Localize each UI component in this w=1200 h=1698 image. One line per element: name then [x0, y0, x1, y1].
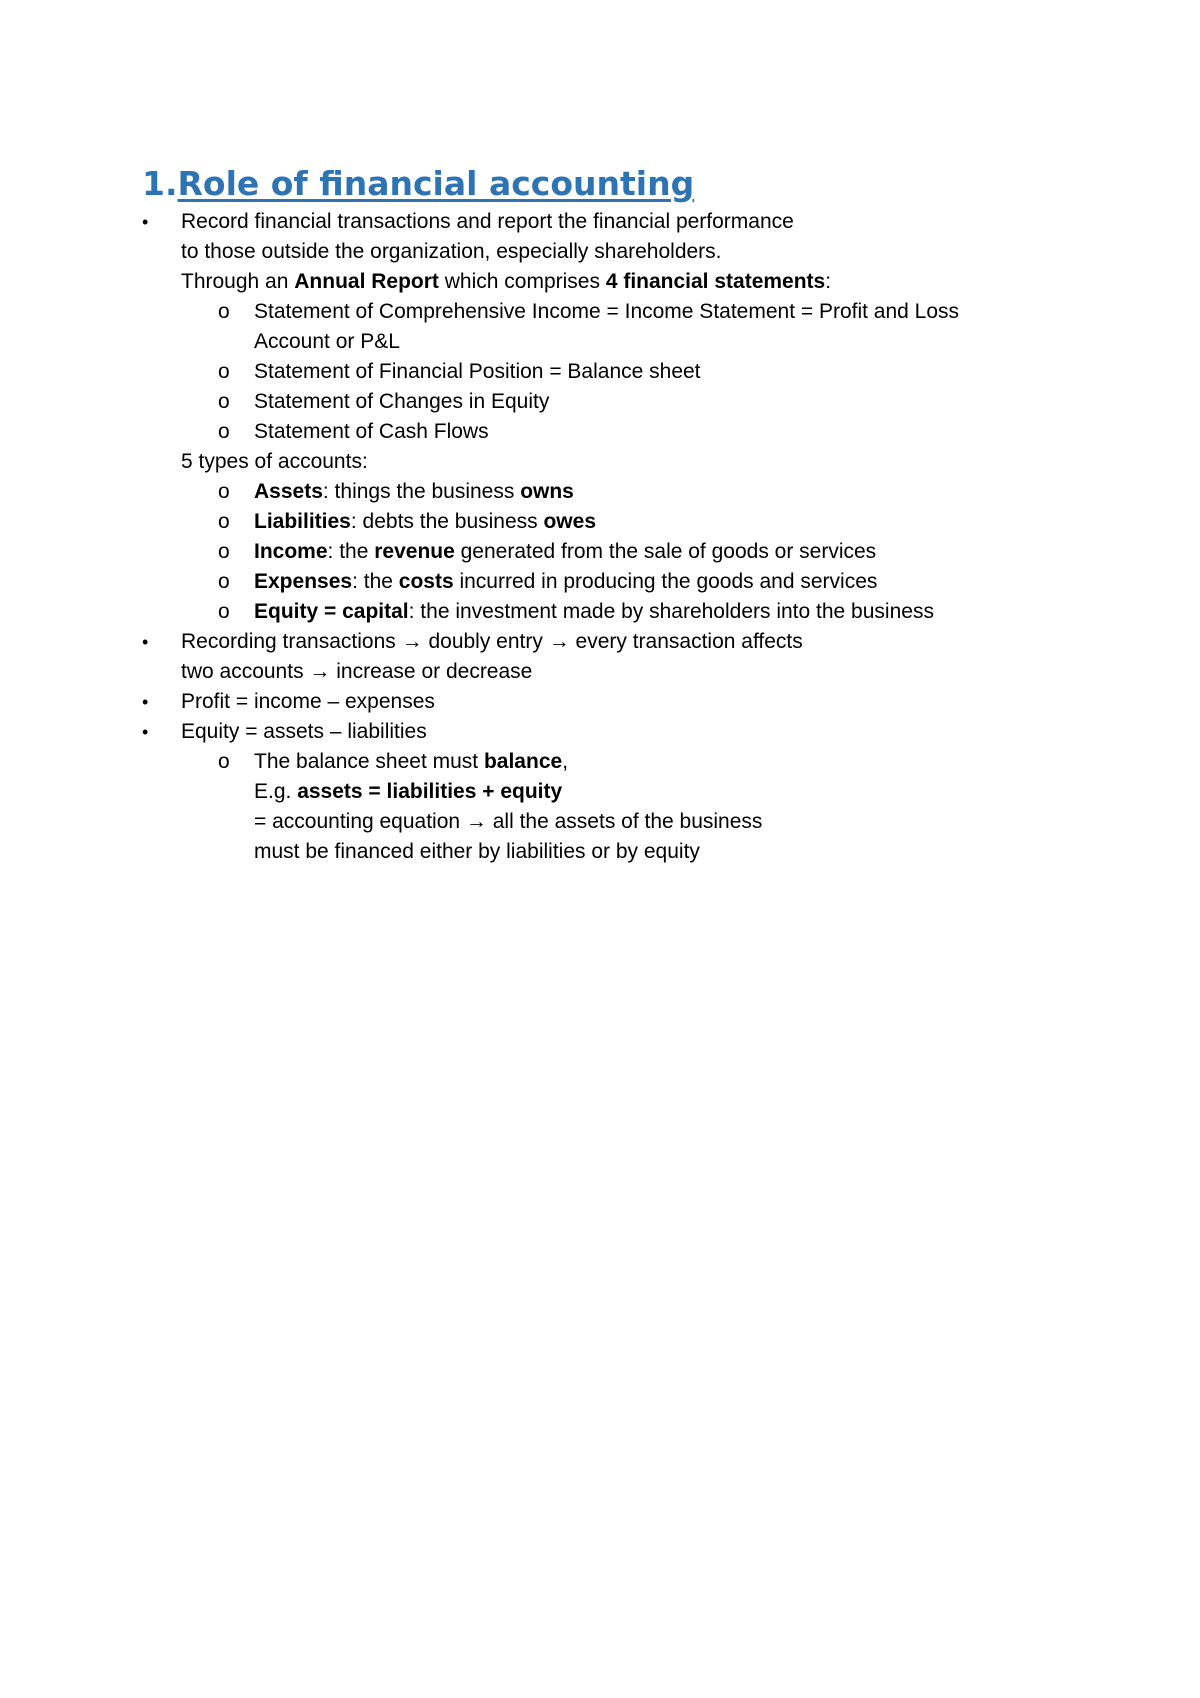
text-run: incurred in producing the goods and services — [453, 570, 878, 593]
text-run: : things the business — [322, 480, 521, 503]
circle-bullet-icon: o — [218, 360, 230, 383]
text-run: Through an — [181, 270, 295, 293]
bullet-text: Profit = income – expenses — [181, 690, 435, 713]
text-run: two accounts — [181, 660, 310, 683]
circle-bullet-icon: o — [218, 600, 230, 623]
bold-text: owns — [520, 480, 574, 503]
text-run: E.g. — [254, 780, 298, 803]
bold-text: Assets — [254, 480, 323, 503]
text-run: which comprises — [438, 270, 606, 293]
text-run: , — [562, 750, 569, 773]
bullet-text: Record financial transactions and report the financial performance — [181, 210, 794, 233]
sub-list-continuation — [0, 327, 1200, 357]
arrow-right-icon: → — [309, 660, 331, 683]
sub-list-item — [0, 567, 1200, 597]
bullet-continuation — [0, 447, 1200, 477]
bold-text: revenue — [374, 540, 455, 563]
arrow-right-icon: → — [401, 630, 423, 653]
sub-item-text: Statement of Changes in Equity — [254, 390, 550, 413]
sub-list-item — [0, 387, 1200, 417]
text-run: doubly entry — [422, 630, 549, 653]
sub-item-text: Statement of Financial Position = Balance sheet — [254, 360, 701, 383]
bold-text: balance — [483, 750, 563, 773]
sub-list-continuation — [0, 807, 1200, 837]
text-run: : the investment made by shareholders into the business — [408, 600, 934, 623]
bullet-text: to those outside the organization, especially shareholders. — [181, 240, 722, 263]
sub-item-text: Statement of Cash Flows — [254, 420, 489, 443]
circle-bullet-icon: o — [218, 300, 230, 323]
bullet-item-profit — [0, 687, 1200, 717]
bullet-continuation — [0, 237, 1200, 267]
text-run: generated from the sale of goods or services — [454, 540, 877, 563]
circle-bullet-icon: o — [218, 540, 230, 563]
section-heading — [142, 164, 694, 204]
text-run: = accounting equation — [254, 810, 466, 833]
text-run: increase or decrease — [330, 660, 533, 683]
sub-list-item — [0, 477, 1200, 507]
text-run: : the — [327, 540, 375, 563]
sub-list-item — [0, 357, 1200, 387]
text-run: : the — [352, 570, 399, 593]
bold-text: assets = liabilities + equity — [297, 780, 563, 803]
arrow-right-icon: → — [548, 630, 570, 653]
text-run: The balance sheet must — [254, 750, 484, 773]
heading-number: 1. — [142, 164, 178, 203]
sub-list-item — [0, 297, 1200, 327]
bold-text: Equity = capital — [254, 600, 409, 623]
bullet-continuation — [0, 657, 1200, 687]
sub-list-continuation — [0, 837, 1200, 867]
bold-text: Expenses — [254, 570, 353, 593]
circle-bullet-icon: o — [218, 510, 230, 533]
bold-text: costs — [398, 570, 454, 593]
circle-bullet-icon: o — [218, 420, 230, 443]
bullet-continuation — [0, 267, 1200, 297]
bullet-icon: • — [142, 632, 149, 652]
circle-bullet-icon: o — [218, 750, 230, 773]
text-run: all the assets of the business — [486, 810, 763, 833]
bullet-item-recording — [0, 627, 1200, 657]
bullet-item-record — [0, 207, 1200, 237]
bold-text: Income — [254, 540, 328, 563]
bullet-text: Equity = assets – liabilities — [181, 720, 427, 743]
text-run: : debts the business — [350, 510, 544, 533]
sub-list-continuation — [0, 777, 1200, 807]
sub-list-item — [0, 507, 1200, 537]
bullet-text: 5 types of accounts: — [181, 450, 368, 473]
text-run: : — [825, 270, 832, 293]
circle-bullet-icon: o — [218, 570, 230, 593]
sub-list-item — [0, 597, 1200, 627]
bold-text: owes — [543, 510, 597, 533]
text-run: must be financed either by liabilities or by equity — [254, 840, 700, 863]
circle-bullet-icon: o — [218, 390, 230, 413]
arrow-right-icon: → — [465, 810, 487, 833]
sub-list-item — [0, 537, 1200, 567]
text-run: Recording transactions — [181, 630, 402, 653]
bold-text: 4 financial statements — [605, 270, 826, 293]
bold-text: Annual Report — [294, 270, 439, 293]
bullet-icon: • — [142, 722, 149, 742]
heading-title: Role of financial accounting — [177, 164, 695, 203]
sub-item-text: Account or P&L — [254, 330, 400, 353]
bullet-icon: • — [142, 692, 149, 712]
text-run: every transaction affects — [569, 630, 803, 653]
bullet-item-equity — [0, 717, 1200, 747]
sub-list-item — [0, 747, 1200, 777]
sub-list-item — [0, 417, 1200, 447]
bullet-icon: • — [142, 212, 149, 232]
bold-text: Liabilities — [254, 510, 351, 533]
document-body — [0, 207, 1200, 867]
sub-item-text: Statement of Comprehensive Income = Income Statement = Profit and Loss — [254, 300, 960, 323]
circle-bullet-icon: o — [218, 480, 230, 503]
